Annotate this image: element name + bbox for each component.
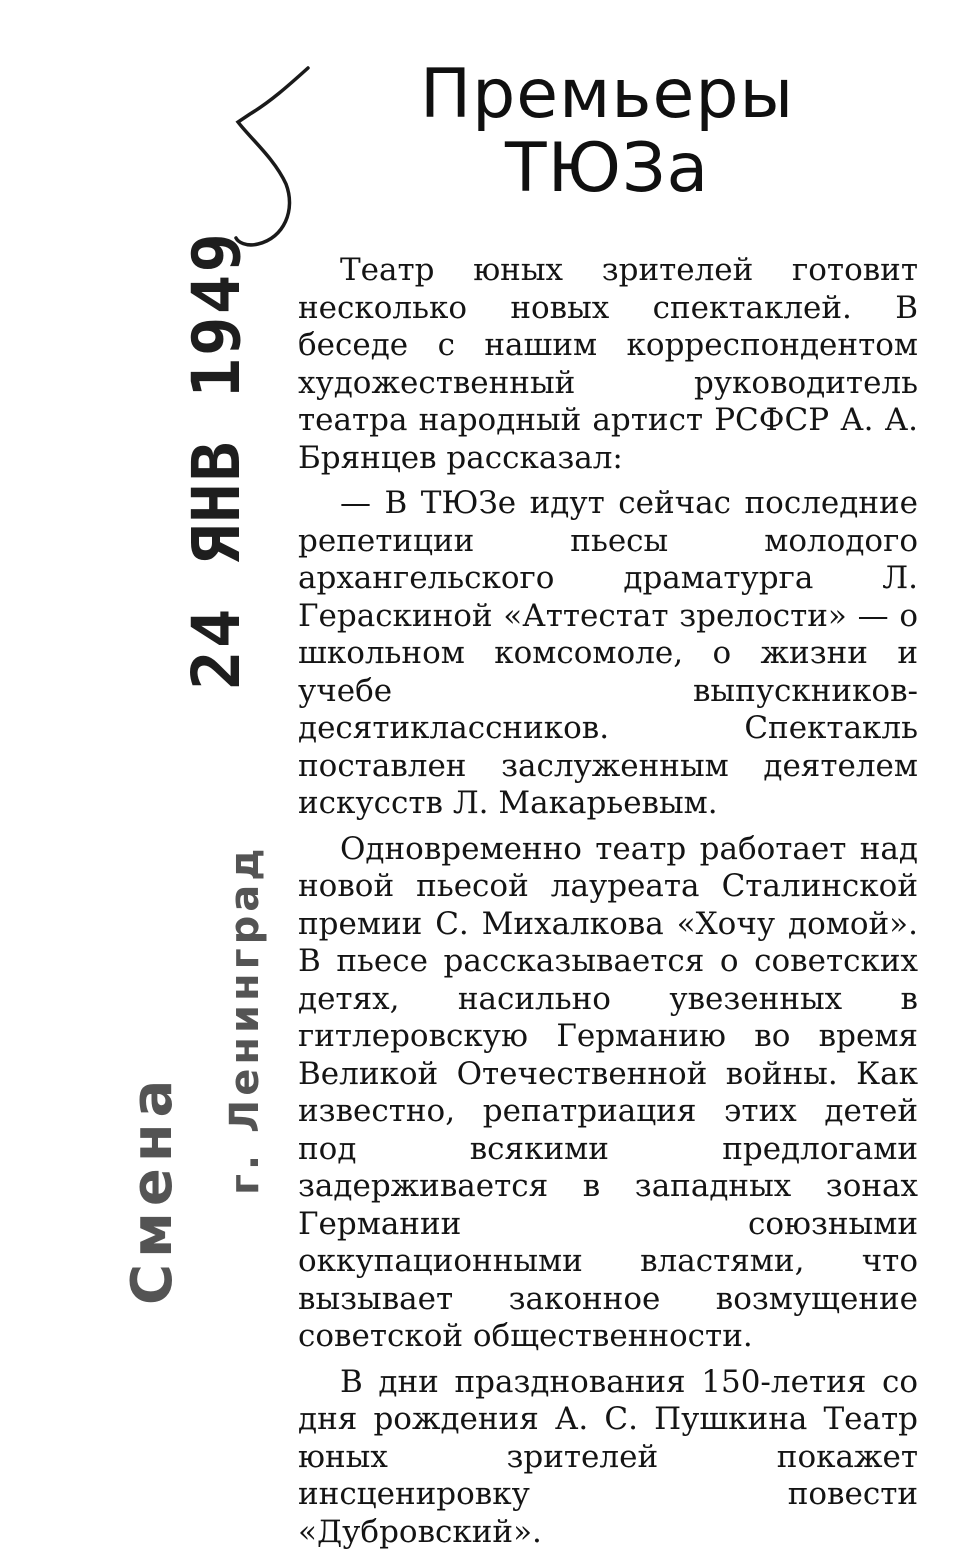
newspaper-name-stamp: Смена [120,1073,185,1305]
article-paragraph: Театр юных зрителей готовит несколько новых спектаклей. В беседе с нашим корреспондентом художественный руководитель театра народный артист РСФСР А. А. Брянцев рассказал: [298,252,918,476]
handwritten-number-mark [228,62,318,252]
article-paragraph: — В ТЮЗе идут сейчас последние репетиции пьесы молодого архангельского драматурга Л. Гераскиной «Аттестат зрелости» — о школьном комсомоле, о жизни и учебе выпускников-десятиклассников. Спектакль поставлен заслуженным деятелем искусств Л. Макарьевым. [298,485,918,821]
newspaper-city-stamp: г. Ленинград [222,844,268,1195]
date-stamp: 24 ЯНВ 1949 [178,230,255,690]
article-body [298,252,918,1559]
headline-line-2: ТЮЗа [505,129,710,208]
article-headline [420,55,820,208]
article-paragraph: Одновременно театр работает над новой пьесой лауреата Сталинской премии С. Михалкова «Хочу домой». В пьесе рассказывается о советских детях, насильно увезенных в гитлеровскую Германию во время Великой Отечественной войны. Как известно, репатриация этих детей под всякими предлогами задерживается в западных зонах Германии союзными оккупационными властями, что вызывает законное возмущение советской общественности. [298,830,918,1354]
article-paragraph: В дни празднования 150-летия со дня рождения А. С. Пушкина Театр юных зрителей покажет инсценировку повести «Дубровский». [298,1363,918,1550]
headline-line-1: Премьеры [420,55,795,134]
